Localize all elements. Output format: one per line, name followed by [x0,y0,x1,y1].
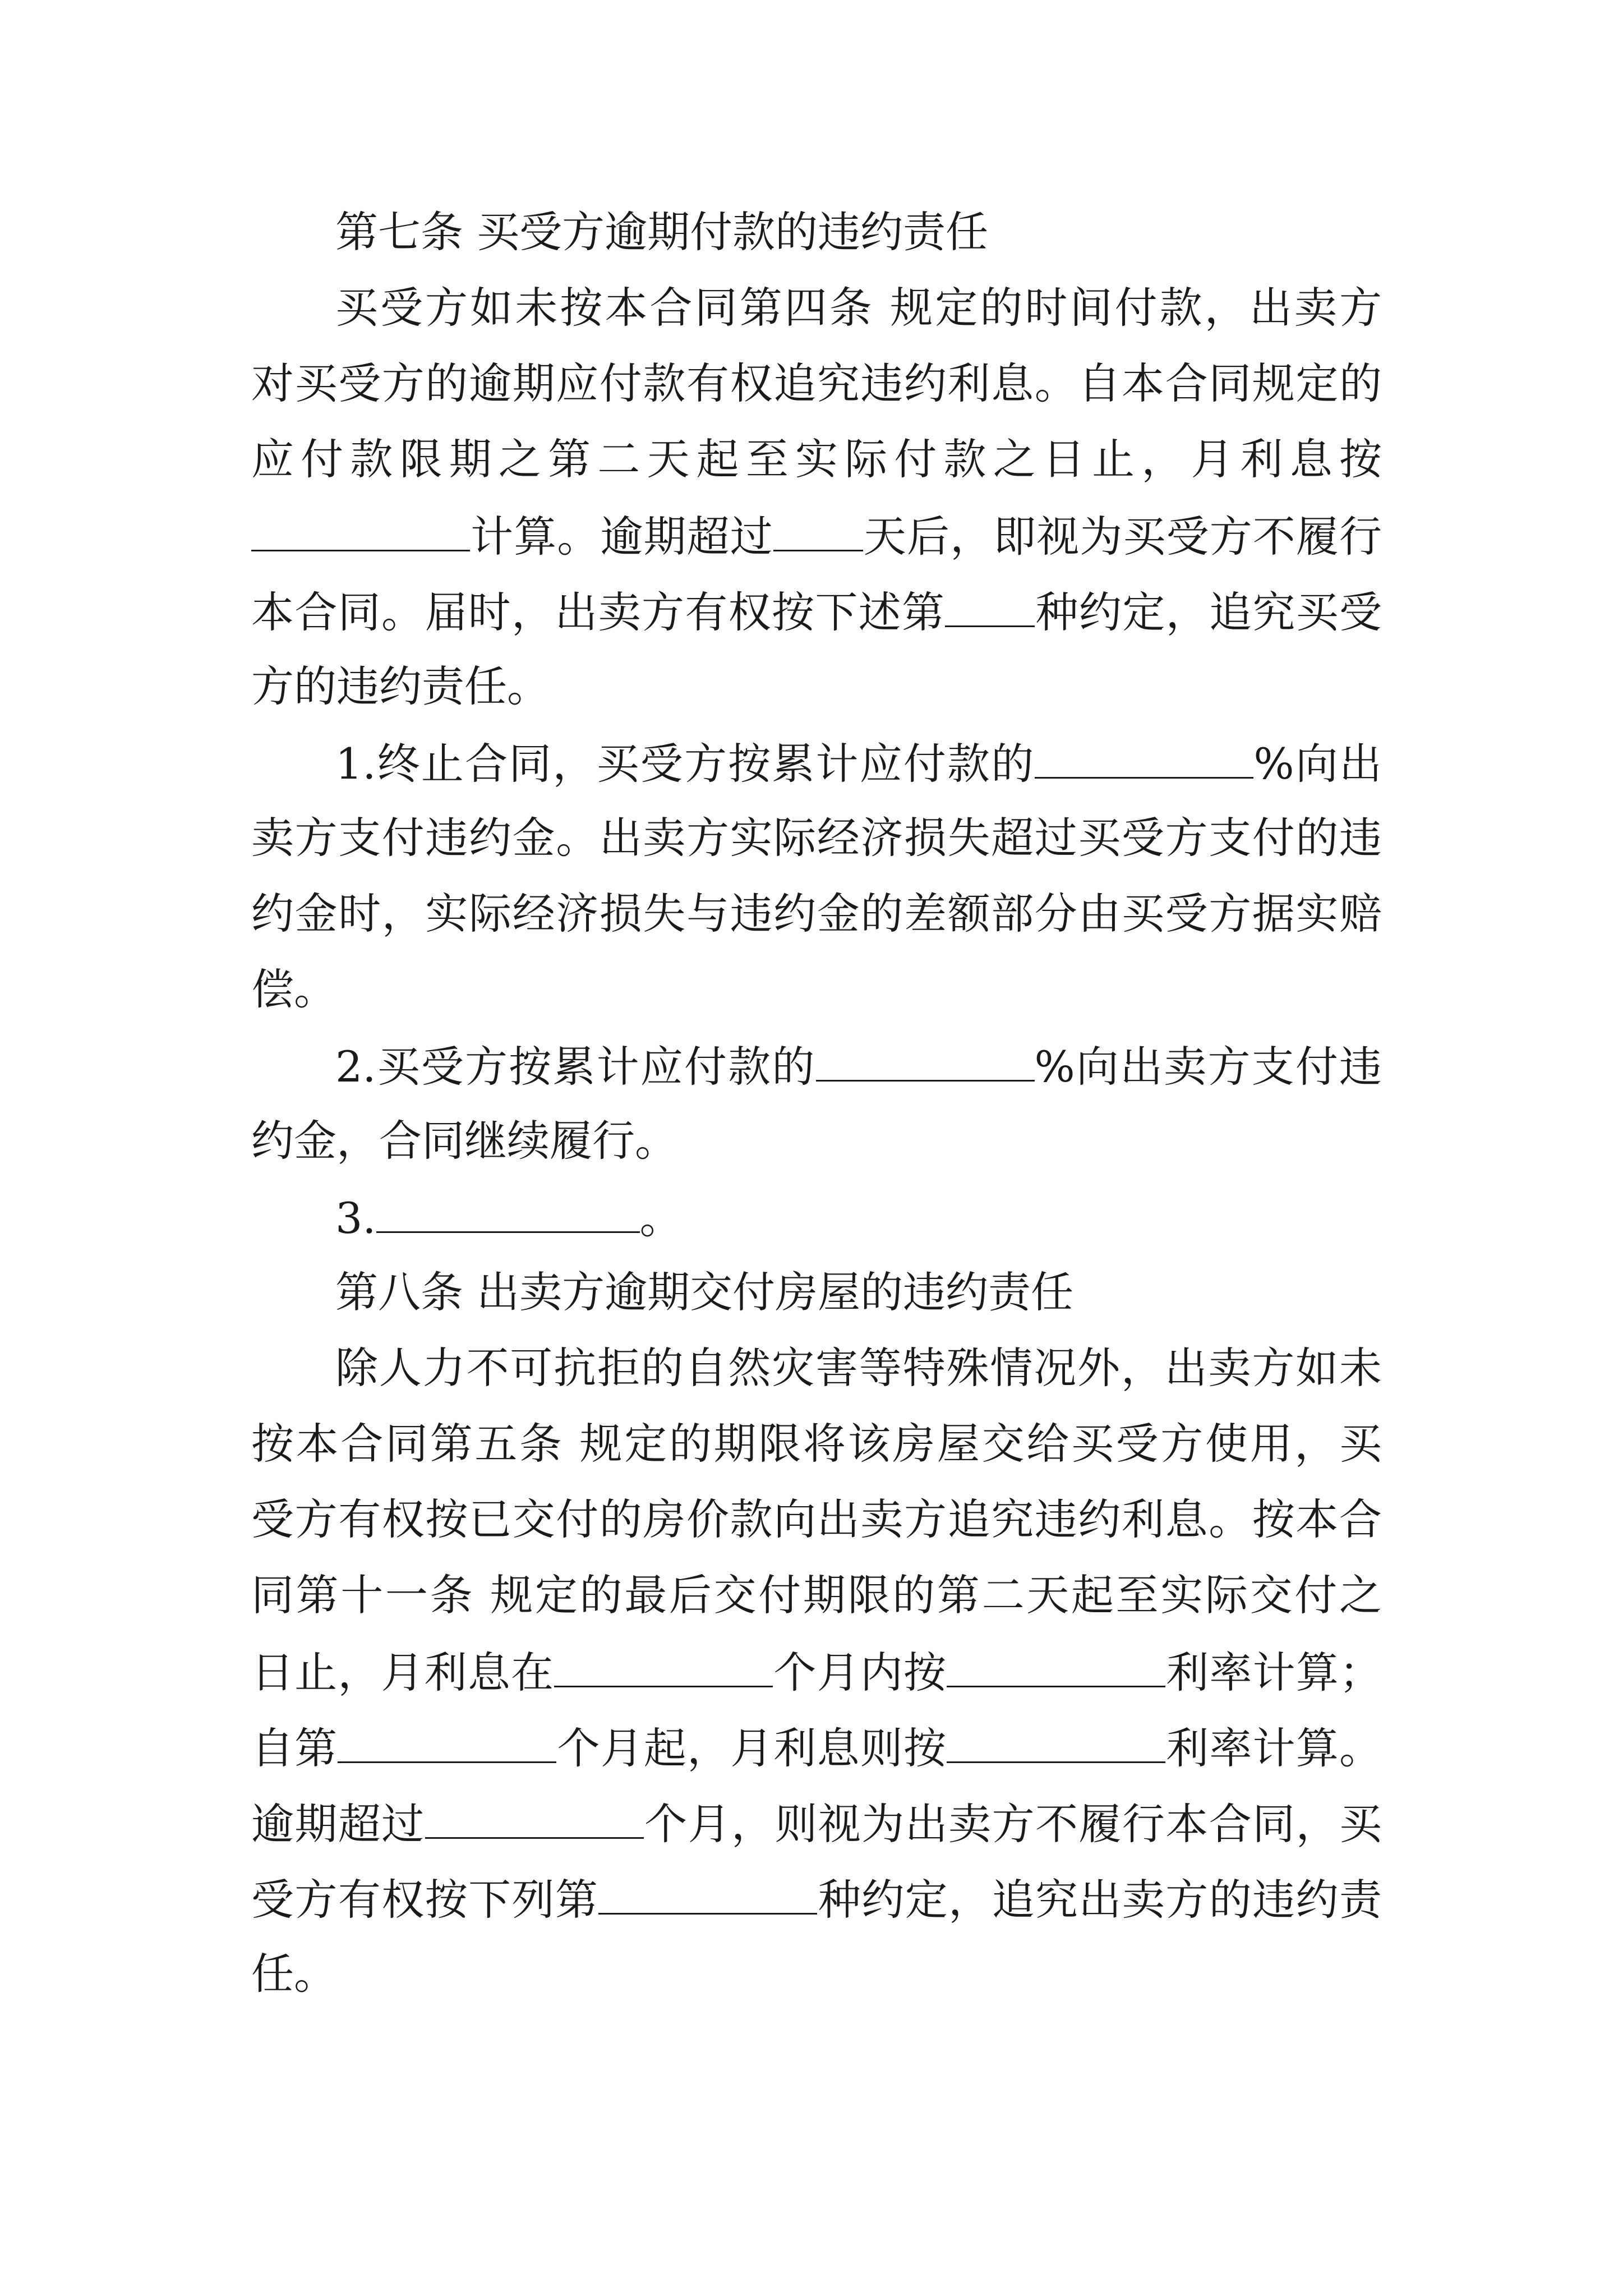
blank-field [338,1722,556,1763]
article8-p1-line3: 受方有权按已交付的房价款向出卖方追究违约利息。按本合 [251,1494,1382,1544]
blank-field [425,1798,644,1839]
article8-p1-line5: 日止，月利息在 个月内按 利率计算； [251,1648,1382,1697]
article7-p1-line4: 计算。逾期超过 天后，即视为买受方不履行 [251,510,1382,560]
blank-field [598,1874,817,1915]
blank-field [947,1646,1165,1687]
article7-item2-line2: 约金，合同继续履行。 [251,1116,677,1166]
article7-p1-line6: 方的违约责任。 [251,661,550,711]
blank-field [1035,738,1253,779]
article8-p1-line2: 按本合同第五条 规定的期限将该房屋交给买受方使用，买 [251,1419,1382,1469]
article8-p1-line4: 同第十一条 规定的最后交付期限的第二天起至实际交付之 [251,1570,1382,1620]
blank-field [251,510,470,551]
blank-field [773,510,863,551]
article7-item1-line1: 1.终止合同，买受方按累计应付款的 %向出 [335,739,1382,789]
article8-p1-line6: 自第 个月起，月利息则按 利率计算。 [251,1723,1382,1773]
article7-item1-line3: 约金时，实际经济损失与违约金的差额部分由买受方据实赔 [251,889,1382,938]
article8-p1-line1: 除人力不可抗拒的自然灾害等特殊情况外，出卖方如未 [335,1343,1382,1393]
article8-p1-line9: 任。 [251,1949,336,1999]
article8-heading: 第八条 出卖方逾期交付房屋的违约责任 [335,1267,1074,1317]
article7-item3-line1: 3. 。 [335,1193,683,1243]
article7-p1-line5: 本合同。届时，出卖方有权按下述第 种约定，追究买受 [251,587,1382,637]
article7-p1-line1: 买受方如未按本合同第四条 规定的时间付款，出卖方 [335,283,1382,333]
article7-item2-line1: 2.买受方按累计应付款的 %向出卖方支付违 [335,1042,1382,1092]
article8-p1-line7: 逾期超过 个月，则视为出卖方不履行本合同，买 [251,1799,1382,1849]
article8-p1-line8: 受方有权按下列第 种约定，追究出卖方的违约责 [251,1875,1382,1925]
article7-p1-line2: 对买受方的逾期应付款有权追究违约利息。自本合同规定的 [251,358,1382,408]
article7-heading: 第七条 买受方逾期付款的违约责任 [335,207,989,257]
article7-item1-line4: 偿。 [251,964,336,1014]
blank-field [947,1722,1165,1763]
blank-field [816,1041,1035,1082]
article7-p1-line3: 应付款限期之第二天起至实际付款之日止，月利息按 [251,434,1382,484]
blank-field [554,1646,773,1687]
blank-field [945,586,1035,627]
article7-item1-line2: 卖方支付违约金。出卖方实际经济损失超过买受方支付的违 [251,813,1382,863]
blank-field [376,1192,640,1233]
